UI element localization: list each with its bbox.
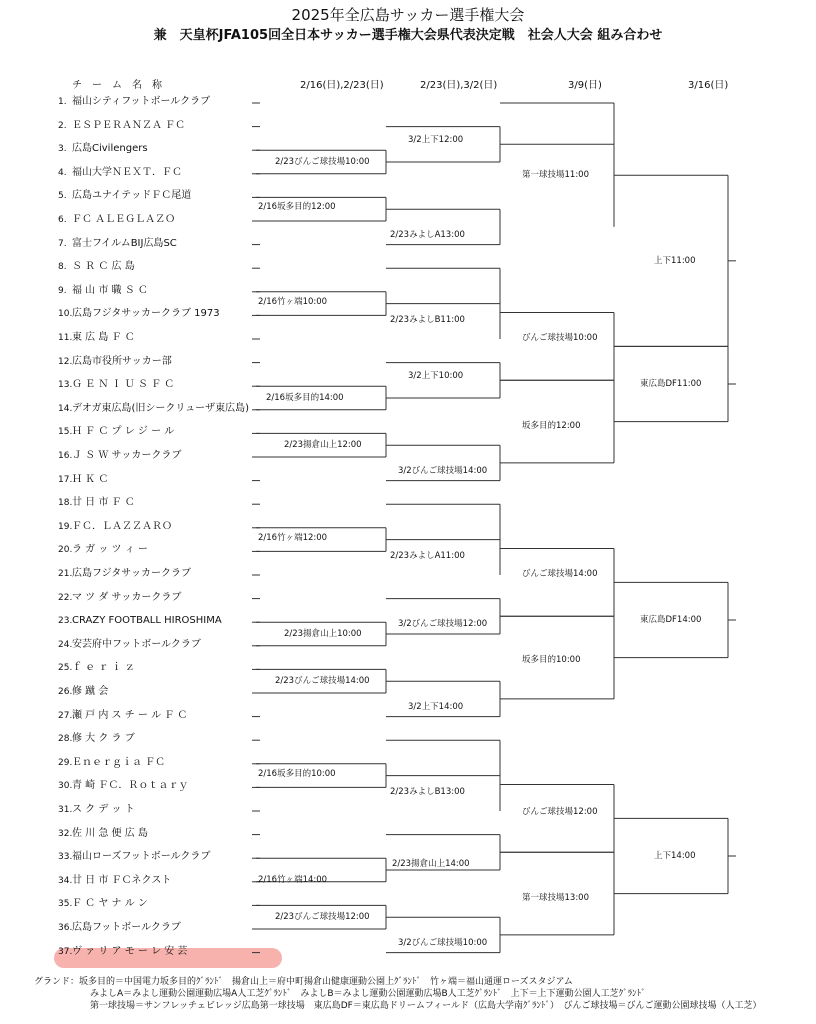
team-name: Ｇ Ｅ Ｎ Ｉ Ｕ Ｓ Ｆ Ｃ: [72, 379, 175, 391]
team-name: 広島フットボールクラブ: [72, 922, 181, 933]
team-number: 14.: [58, 403, 73, 414]
header-round4: 3/16(日): [688, 80, 729, 91]
match-label: 2/23みよしB13:00: [390, 787, 465, 798]
team-number: 7.: [58, 238, 67, 249]
team-name: ｆ ｅ ｒ ｉ ｚ: [72, 662, 135, 674]
match-label: びんご球技場10:00: [522, 333, 598, 344]
match-label: 2/16竹ヶ端14:00: [258, 875, 328, 885]
team-number: 13.: [58, 380, 73, 391]
team-number: 19.: [58, 521, 73, 532]
header-round3: 3/9(日): [568, 80, 602, 91]
match-label: びんご球技場12:00: [522, 807, 598, 818]
team-name: 広島フジタサッカークラブ 1973: [72, 308, 220, 320]
legend-line-1: グランド：坂多目的＝中国電力坂多目的ｸﾞﾗﾝﾄﾞ 揚倉山上＝府中町揚倉山健康運動公園上ｸﾞﾗﾝﾄﾞ 竹ヶ端＝福山通運ローズスタジアム: [34, 977, 573, 987]
match-label: 2/23揚倉山上10:00: [284, 629, 362, 639]
team-number: 27.: [58, 710, 73, 721]
team-name: 佐 川 急 便 広 島: [72, 827, 148, 839]
team-number: 22.: [58, 592, 73, 603]
team-name: Ｓ Ｒ Ｃ 広 島: [72, 261, 135, 273]
match-label: 2/16坂多目的14:00: [266, 393, 344, 403]
team-number: 23.: [58, 616, 73, 627]
team-number: 15.: [58, 427, 73, 438]
team-name: 安芸府中フットボールクラブ: [72, 638, 201, 650]
team-name: マ ツ ダ サッカークラブ: [72, 591, 182, 603]
team-name: 広島市役所サッカー部: [72, 355, 172, 367]
team-number: 26.: [58, 687, 73, 697]
team-number: 6.: [58, 215, 67, 225]
team-name: 瀬 戸 内 ス チ ー ル Ｆ Ｃ: [72, 709, 188, 721]
team-name: Ｊ Ｓ Ｗ サッカークラブ: [72, 450, 182, 461]
match-label: 坂多目的10:00: [522, 654, 581, 665]
team-number: 8.: [58, 262, 67, 273]
team-name: 青 崎 ＦＣ．Ｒｏｔａｒｙ: [72, 780, 189, 792]
header-team-name: チ ー ム 名 称: [72, 80, 162, 91]
team-name: 東 広 島 Ｆ Ｃ: [72, 332, 135, 343]
team-name: 広島フジタサッカークラブ: [72, 568, 191, 579]
team-name: 富士フイルムBIJ広島SC: [72, 237, 177, 249]
team-name: 福山シティフットボールクラブ: [72, 96, 211, 107]
team-name: ＦＣ ＡＬＥＧＬＡＺＯ: [72, 214, 176, 225]
team-number: 10.: [58, 309, 73, 320]
match-label: 2/16竹ヶ端12:00: [258, 532, 328, 543]
team-number: 34.: [58, 875, 73, 886]
match-label: 2/23みよしA11:00: [390, 551, 465, 562]
match-label: 東広島DF14:00: [640, 614, 702, 625]
team-number: 37.: [58, 946, 73, 957]
team-number: 16.: [58, 451, 73, 461]
team-number: 21.: [58, 569, 73, 579]
team-name: 広島Civilengers: [72, 143, 148, 155]
team-number: 5.: [58, 191, 67, 202]
team-number: 3.: [58, 144, 67, 155]
team-number: 1.: [58, 97, 67, 107]
team-name: 廿 日 市 Ｆ Ｃ: [72, 497, 135, 509]
team-name: 福 山 市 職 Ｓ Ｃ: [72, 284, 148, 296]
team-name: Ｈ Ｆ Ｃ プ レ ジ ー ル: [72, 426, 175, 438]
team-number: 18.: [58, 498, 73, 509]
team-name: 福山大学ＮＥＸＴ．ＦＣ: [72, 166, 182, 178]
match-label: 3/2びんご球技場14:00: [398, 465, 488, 476]
match-label: 2/23びんご球技場10:00: [275, 157, 370, 167]
match-label: 2/23揚倉山上12:00: [284, 440, 362, 451]
match-label: 第一球技場13:00: [522, 892, 589, 903]
match-label: 2/23みよしA13:00: [390, 229, 465, 240]
match-label: 2/23揚倉山上14:00: [392, 859, 470, 869]
team-number: 11.: [58, 333, 73, 343]
team-number: 17.: [58, 474, 73, 485]
match-label: 2/23びんご球技場14:00: [275, 676, 370, 687]
team-name: デオガ東広島(旧シークリューザ東広島): [72, 402, 250, 414]
page-title: 2025年全広島サッカー選手権大会: [291, 6, 525, 24]
team-name: 廿 日 市 ＦＣネクスト: [72, 874, 172, 886]
match-label: 3/2びんご球技場10:00: [398, 937, 488, 948]
team-name: ラ ガ ッ ツ ィ ー: [72, 544, 148, 556]
match-label: 2/23みよしB11:00: [390, 315, 465, 326]
team-number: 33.: [58, 852, 73, 863]
team-name: Ｆ Ｃ ヤ ナ ル ン: [72, 898, 148, 910]
match-label: びんご球技場14:00: [522, 569, 598, 580]
legend-line-3: 第一球技場＝サンフレッチェビレッジ広島第一球技場 東広島DF＝東広島ドリームフィールド（広島大学南ｸﾞﾗﾝﾄﾞ） びんご球技場＝びんご運動公園球技場（人工芝）: [90, 1001, 762, 1011]
match-label: 2/16坂多目的10:00: [258, 768, 336, 779]
match-label: 3/2びんご球技場12:00: [398, 619, 488, 630]
team-number: 30.: [58, 781, 73, 792]
match-label: 2/23びんご球技場12:00: [275, 912, 370, 923]
team-name: ＥＳＰＥＲＡＮＺＡ ＦＣ: [72, 119, 186, 131]
match-label: 坂多目的12:00: [522, 420, 581, 431]
legend-line-2: みよしA＝みよし運動公園運動広場A人工芝ｸﾞﾗﾝﾄﾞ みよしB＝みよし運動公園運動広場B人工芝ｸﾞﾗﾝﾄﾞ 上下＝上下運動公園人工芝ｸﾞﾗﾝﾄﾞ: [90, 989, 646, 999]
team-name: ス ク デ ッ ト: [72, 804, 135, 815]
team-name: CRAZY FOOTBALL HIROSHIMA: [72, 615, 222, 627]
team-number: 4.: [58, 167, 67, 178]
team-number: 28.: [58, 734, 73, 745]
team-name: ヴ ァ リ ア モ ー レ 安 芸: [72, 945, 188, 957]
header-round2: 2/23(日),3/2(日): [420, 80, 498, 91]
team-name: 広島ユナイテッドＦＣ尾道: [72, 190, 192, 202]
team-number: 25.: [58, 663, 73, 674]
team-name: Ｈ Ｋ Ｃ: [72, 473, 109, 485]
team-name: 修 蹴 会: [72, 686, 109, 697]
match-label: 3/2上下10:00: [408, 371, 464, 382]
team-number: 2.: [58, 120, 67, 131]
team-number: 35.: [58, 899, 73, 910]
team-number: 20.: [58, 545, 73, 556]
header-round1: 2/16(日),2/23(日): [300, 80, 384, 91]
match-label: 3/2上下14:00: [408, 701, 464, 712]
match-label: 3/2上下12:00: [408, 135, 464, 146]
team-number: 32.: [58, 828, 73, 839]
match-label: 上下11:00: [654, 255, 696, 266]
match-label: 2/16坂多目的12:00: [258, 202, 336, 213]
page-subtitle: 兼 天皇杯JFA105回全日本サッカー選手権大会県代表決定戦 社会人大会 組み合わせ: [153, 28, 663, 43]
match-label: 上下14:00: [654, 850, 696, 861]
team-name: Ｅｎｅｒｇｉａ ＦＣ: [72, 756, 166, 768]
match-label: 東広島DF11:00: [640, 378, 702, 389]
team-number: 29.: [58, 757, 73, 768]
team-number: 36.: [58, 923, 73, 933]
team-number: 24.: [58, 639, 73, 650]
team-name: 修 大 ク ラ ブ: [72, 733, 135, 745]
team-number: 9.: [58, 285, 67, 296]
team-number: 31.: [58, 805, 73, 815]
team-name: ＦＣ．ＬＡＺＺＡＲＯ: [72, 520, 172, 532]
match-label: 第一球技場11:00: [522, 170, 589, 181]
match-label: 2/16竹ヶ端10:00: [258, 296, 328, 307]
team-name: 福山ローズフットボールクラブ: [72, 851, 211, 863]
team-number: 12.: [58, 356, 73, 367]
